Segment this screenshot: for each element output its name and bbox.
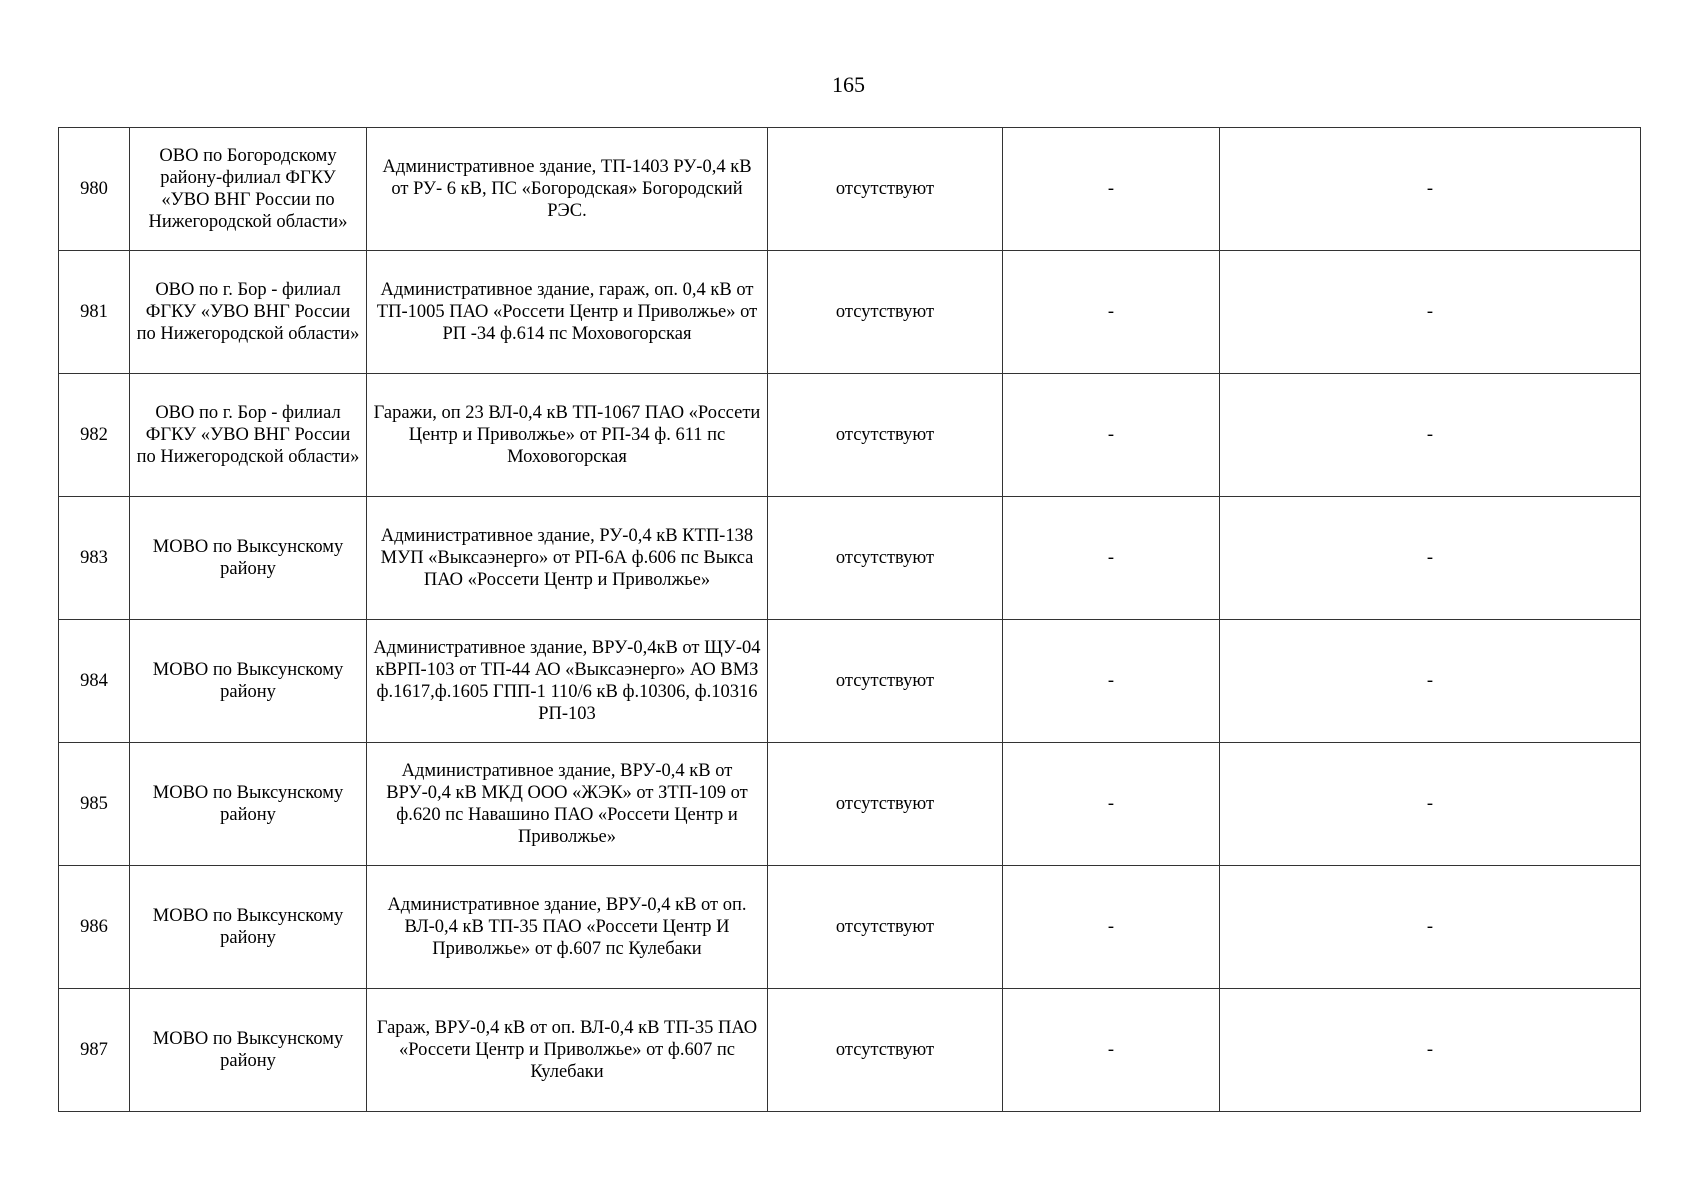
column-5-cell: -	[1003, 989, 1220, 1112]
column-6-cell: -	[1220, 620, 1641, 743]
table-row	[59, 866, 1641, 989]
table-row	[59, 497, 1641, 620]
column-6-cell: -	[1220, 743, 1641, 866]
status-cell: отсутствуют	[768, 374, 1003, 497]
object-cell: Административное здание, ВРУ-0,4 кВ от оп. ВЛ-0,4 кВ ТП-35 ПАО «Россети Центр И Приволжье» от ф.607 пс Кулебаки	[367, 866, 768, 989]
column-6-cell: -	[1220, 866, 1641, 989]
row-number-cell: 986	[59, 866, 130, 989]
table-row	[59, 251, 1641, 374]
status-cell: отсутствуют	[768, 743, 1003, 866]
status-cell: отсутствуют	[768, 497, 1003, 620]
object-cell: Гараж, ВРУ-0,4 кВ от оп. ВЛ-0,4 кВ ТП-35 ПАО «Россети Центр и Приволжье» от ф.607 пс Кулебаки	[367, 989, 768, 1112]
column-5-cell: -	[1003, 251, 1220, 374]
object-cell: Административное здание, ВРУ-0,4 кВ от ВРУ-0,4 кВ МКД ООО «ЖЭК» от ЗТП-109 от ф.620 пс Навашино ПАО «Россети Центр и Приволжье»	[367, 743, 768, 866]
status-cell: отсутствуют	[768, 866, 1003, 989]
table-row	[59, 374, 1641, 497]
column-5-cell: -	[1003, 374, 1220, 497]
table-row	[59, 989, 1641, 1112]
column-5-cell: -	[1003, 128, 1220, 251]
organization-cell: МОВО по Выксунскому району	[130, 866, 367, 989]
organization-cell: МОВО по Выксунскому району	[130, 620, 367, 743]
column-6-cell: -	[1220, 251, 1641, 374]
column-6-cell: -	[1220, 128, 1641, 251]
column-5-cell: -	[1003, 497, 1220, 620]
page-number: 165	[832, 72, 865, 97]
status-cell: отсутствуют	[768, 620, 1003, 743]
organization-cell: ОВО по Богородскому району-филиал ФГКУ «УВО ВНГ России по Нижегородской области»	[130, 128, 367, 251]
column-6-cell: -	[1220, 374, 1641, 497]
row-number-cell: 987	[59, 989, 130, 1112]
object-cell: Административное здание, ВРУ-0,4кВ от ЩУ-04 кВРП-103 от ТП-44 АО «Выксаэнерго» АО ВМЗ ф.1617,ф.1605 ГПП-1 110/6 кВ ф.10306, ф.10316 РП-103	[367, 620, 768, 743]
table-row	[59, 743, 1641, 866]
status-cell: отсутствуют	[768, 989, 1003, 1112]
object-cell: Административное здание, гараж, оп. 0,4 кВ от ТП-1005 ПАО «Россети Центр и Приволжье» от РП -34 ф.614 пс Моховогорская	[367, 251, 768, 374]
row-number-cell: 983	[59, 497, 130, 620]
column-5-cell: -	[1003, 620, 1220, 743]
organization-cell: ОВО по г. Бор - филиал ФГКУ «УВО ВНГ России по Нижегородской области»	[130, 374, 367, 497]
organization-cell: МОВО по Выксунскому району	[130, 743, 367, 866]
object-cell: Административное здание, ТП-1403 РУ-0,4 кВ от РУ- 6 кВ, ПС «Богородская» Богородский РЭС.	[367, 128, 768, 251]
row-number-cell: 985	[59, 743, 130, 866]
column-5-cell: -	[1003, 743, 1220, 866]
data-table	[58, 127, 1641, 1112]
organization-cell: МОВО по Выксунскому району	[130, 989, 367, 1112]
object-cell: Гаражи, оп 23 ВЛ-0,4 кВ ТП-1067 ПАО «Россети Центр и Приволжье» от РП-34 ф. 611 пс Моховогорская	[367, 374, 768, 497]
row-number-cell: 981	[59, 251, 130, 374]
column-6-cell: -	[1220, 497, 1641, 620]
organization-cell: МОВО по Выксунскому району	[130, 497, 367, 620]
table-row	[59, 620, 1641, 743]
status-cell: отсутствуют	[768, 128, 1003, 251]
row-number-cell: 984	[59, 620, 130, 743]
status-cell: отсутствуют	[768, 251, 1003, 374]
organization-cell: ОВО по г. Бор - филиал ФГКУ «УВО ВНГ России по Нижегородской области»	[130, 251, 367, 374]
column-5-cell: -	[1003, 866, 1220, 989]
column-6-cell: -	[1220, 989, 1641, 1112]
table-row	[59, 128, 1641, 251]
row-number-cell: 980	[59, 128, 130, 251]
object-cell: Административное здание, РУ-0,4 кВ КТП-138 МУП «Выксаэнерго» от РП-6А ф.606 пс Выкса ПАО «Россети Центр и Приволжье»	[367, 497, 768, 620]
row-number-cell: 982	[59, 374, 130, 497]
